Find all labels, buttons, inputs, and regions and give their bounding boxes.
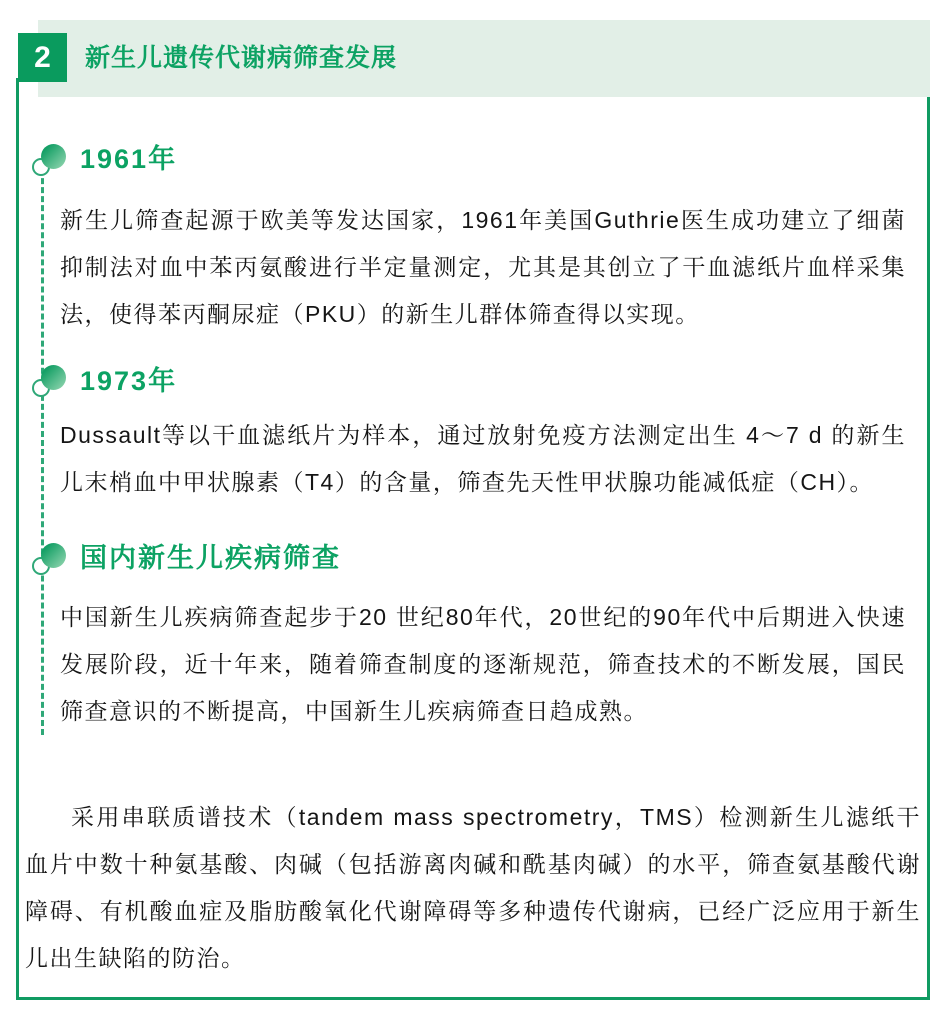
marker-dot-icon xyxy=(41,365,66,390)
timeline-body-1961: 新生儿筛查起源于欧美等发达国家，1961年美国Guthrie医生成功建立了细菌抑制法对血中苯丙氨酸进行半定量测定，尤其是其创立了干血滤纸片血样采集法，使得苯丙酮尿症（PKU）的新生儿群体筛查得以实现。 xyxy=(60,207,906,327)
timeline-marker-icon xyxy=(32,365,68,405)
section-number-badge xyxy=(18,33,67,82)
timeline-marker-icon xyxy=(32,144,68,184)
timeline-marker-icon xyxy=(32,543,68,583)
frame-border-right xyxy=(927,96,930,1000)
page-title: 新生儿遗传代谢病筛查发展 xyxy=(85,44,398,72)
marker-dot-icon xyxy=(41,543,66,568)
timeline-heading-domestic-screening: 国内新生儿疾病筛查 xyxy=(80,543,341,573)
section-number: 2 xyxy=(34,40,51,74)
timeline-body-1973: Dussault等以干血滤纸片为样本，通过放射免疫方法测定出生 4～7 d 的新生儿末梢血中甲状腺素（T4）的含量，筛查先天性甲状腺功能减低症（CH）。 xyxy=(60,422,906,495)
timeline-dashed-line xyxy=(41,160,44,735)
frame-border-left xyxy=(16,78,19,1000)
frame-border-bottom xyxy=(16,997,930,1000)
timeline-body-domestic-screening: 中国新生儿疾病筛查起步于20 世纪80年代，20世纪的90年代中后期进入快速发展阶段，近十年来，随着筛查制度的逐渐规范，筛查技术的不断发展，国民筛查意识的不断提高，中国新生儿疾病筛查日趋成熟。 xyxy=(60,604,906,724)
marker-dot-icon xyxy=(41,144,66,169)
tms-summary-paragraph: 采用串联质谱技术（tandem mass spectrometry，TMS）检测新生儿滤纸干血片中数十种氨基酸、肉碱（包括游离肉碱和酰基肉碱）的水平，筛查氨基酸代谢障碍、有机酸血症及脂肪酸氧化代谢障碍等多种遗传代谢病，已经广泛应用于新生儿出生缺陷的防治。 xyxy=(25,804,921,971)
timeline-heading-1973: 1973年 xyxy=(80,366,178,396)
timeline-heading-1961: 1961年 xyxy=(80,144,178,174)
